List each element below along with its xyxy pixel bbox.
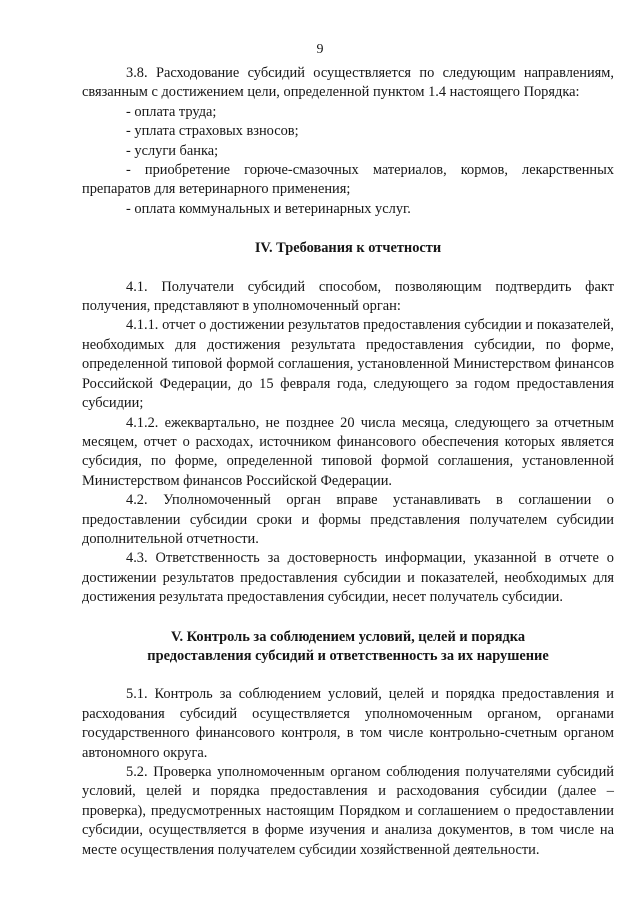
page-number: 9 [316,42,324,57]
list-item: - оплата коммунальных и ветеринарных услуг. [126,200,411,217]
paragraph-4-1-1: 4.1.1. отчет о достижении результатов предоставления субсидии и показателей, необходимых для достижения результата предоставления субсидии, по форме, определенной типовой формой соглашения, установленной Министерством финансов Российской Федерации, до 15 февраля года, следующего за годом предоставления субсидии; [82,317,614,412]
paragraph-5-1: 5.1. Контроль за соблюдением условий, целей и порядка предоставления и расходования субсидий осуществляется уполномоченным органом, органами государственного финансового контроля, в том числе контрольно-счетным органом автономного округа. [82,686,614,761]
paragraph-4-2: 4.2. Уполномоченный орган вправе устанавливать в соглашении о предоставлении субсидии сроки и формы представления получателем субсидии дополнительной отчетности. [82,492,614,547]
paragraph-4-1-2: 4.1.2. ежеквартально, не позднее 20 числа месяца, следующего за отчетным месяцем, отчет о расходах, источником финансового обеспечения которых является субсидия, по форме, определенной типовой формой соглашения, установленной Министерством финансов Российской Федерации. [82,414,614,489]
section-heading-iv: IV. Требования к отчетности [254,240,442,257]
list-item: - уплата страховых взносов; [126,123,299,140]
list-item: - приобретение горюче-смазочных материалов, кормов, лекарственных препаратов для ветеринарного применения; [82,162,614,198]
list-item: - услуги банка; [126,142,219,159]
list-item: - оплата труда; [126,103,217,120]
paragraph-5-2: 5.2. Проверка уполномоченным органом соблюдения получателями субсидий условий, целей и порядка предоставления и расходования субсидии (далее – проверка), предусмотренных настоящим Порядком и соглашением о предоставлении субсидии, осуществляется в форме изучения и анализа документов, в том числе на месте осуществления получателем субсидии хозяйственной деятельности. [82,764,614,858]
paragraph-3-8: 3.8. Расходование субсидий осуществляется по следующим направлениям, связанным с достижением цели, определенной пунктом 1.4 настоящего Порядка: [82,65,614,101]
page-content [82,64,614,860]
section-heading-v-line2: предоставления субсидий и ответственность за их нарушение [147,647,549,664]
paragraph-4-1: 4.1. Получатели субсидий способом, позволяющим подтвердить факт получения, представляют в уполномоченный орган: [82,278,614,315]
section-heading-v-line1: V. Контроль за соблюдением условий, целей и порядка [170,628,526,645]
paragraph-4-3: 4.3. Ответственность за достоверность информации, указанной в отчете о достижении результатов предоставления субсидии и показателей, необходимых для достижения результата предоставления субсидии, несет получатель субсидии. [82,550,614,606]
